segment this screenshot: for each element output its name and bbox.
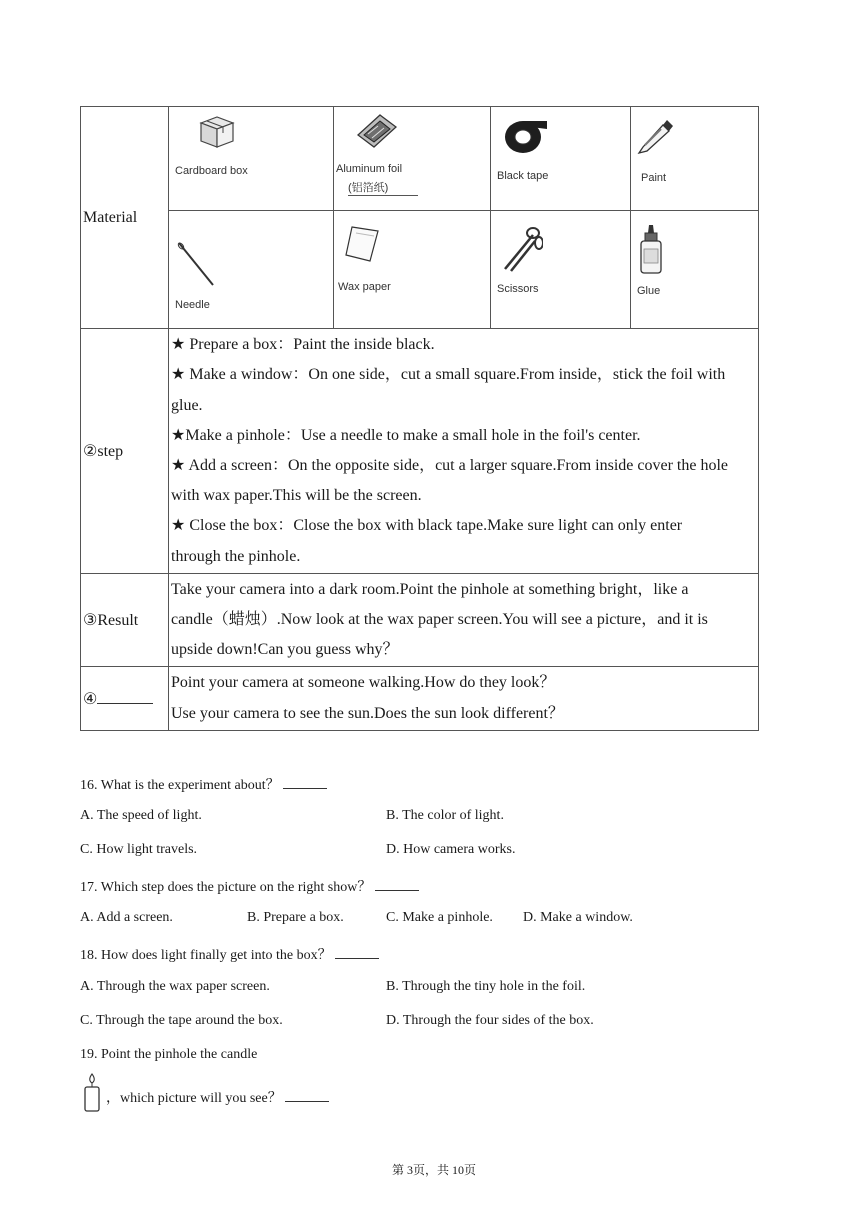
question-19: 19. Point the pinhole the candle [80, 1047, 258, 1062]
option-d: D. How camera works. [386, 842, 516, 857]
answer-blank[interactable] [285, 1089, 329, 1102]
material-label: Material [81, 107, 169, 329]
page-footer: 第 3页，共 10页 [391, 1163, 476, 1177]
step-line: ★ Add a screen：On the opposite side，cut a larger square.From inside cover the hole [171, 457, 729, 474]
fourth-text [169, 667, 759, 731]
material-glue [631, 211, 759, 329]
glue-bottle-icon [637, 223, 665, 275]
aluminum-foil-icon [354, 111, 400, 151]
material-wax-paper [334, 211, 491, 329]
wax-paper-icon [342, 223, 382, 265]
step-line: with wax paper.This will be the screen. [171, 487, 422, 505]
option-c: C. Through the tape around the box. [80, 1013, 283, 1028]
material-name: Cardboard box [175, 165, 248, 177]
material-scissors [491, 211, 631, 329]
step-line: ★ Prepare a box：Paint the inside black. [171, 336, 435, 354]
scissors-icon [497, 225, 543, 275]
fourth-label-blank[interactable] [97, 691, 153, 704]
needle-icon [173, 239, 219, 289]
question-text: ，which picture will you see？ [106, 1091, 282, 1106]
step-line: ★ Close the box：Close the box with black tape.Make sure light can only enter [171, 517, 683, 535]
material-cardboard-box [169, 107, 334, 211]
option-a: A. The speed of light. [80, 808, 202, 823]
question-text: 17. Which step does the picture on the right show？ [80, 880, 372, 895]
step-instructions [169, 329, 759, 574]
option-a: A. Add a screen. [80, 910, 173, 925]
material-name: Aluminum foil [336, 163, 403, 175]
option-b: B. Through the tiny hole in the foil. [386, 979, 586, 994]
black-tape-icon [501, 117, 549, 157]
material-paint [631, 107, 759, 211]
option-a: A. Through the wax paper screen. [80, 979, 270, 994]
material-aluminum-foil [334, 107, 491, 211]
question-18 [80, 944, 379, 964]
candle-icon [80, 1072, 104, 1114]
step-line: glue. [171, 396, 203, 414]
answer-blank[interactable] [335, 946, 379, 959]
result-line: candle（蜡烛）.Now look at the wax paper screen.You will see a picture，and it is [171, 610, 708, 628]
option-c: C. How light travels. [80, 842, 198, 857]
result-text [169, 574, 759, 667]
material-name: Glue [637, 285, 661, 297]
fourth-label [81, 667, 169, 731]
result-label: ③Result [81, 574, 169, 667]
step-line: ★ Make a window：On one side，cut a small square.From inside，stick the foil with [171, 366, 726, 384]
question-17 [80, 876, 419, 896]
material-name: Paint [641, 172, 667, 184]
question-16 [80, 774, 327, 794]
option-b: B. Prepare a box. [247, 910, 344, 925]
result-line: Take your camera into a dark room.Point the pinhole at something bright，like a [171, 580, 689, 598]
question-text: 18. How does light finally get into the box？ [80, 948, 332, 963]
material-name: Wax paper [338, 281, 391, 293]
material-subname: (铝箔纸) [348, 179, 418, 196]
paint-tube-icon [635, 117, 675, 157]
fourth-line: Use your camera to see the sun.Does the sun look different？ [171, 704, 564, 722]
question-text: 16. What is the experiment about？ [80, 778, 280, 793]
option-d: D. Through the four sides of the box. [386, 1013, 594, 1028]
option-b: B. The color of light. [386, 808, 504, 823]
result-line: upside down!Can you guess why？ [171, 641, 399, 659]
option-c: C. Make a pinhole. [386, 910, 493, 925]
fourth-label-text: ④ [83, 690, 98, 708]
experiment-table [80, 106, 759, 731]
option-d: D. Make a window. [523, 910, 633, 925]
answer-blank[interactable] [283, 776, 327, 789]
material-name: Needle [175, 299, 210, 311]
material-name: Black tape [497, 170, 549, 182]
material-name: Scissors [497, 283, 539, 295]
answer-blank[interactable] [375, 878, 419, 891]
material-black-tape [491, 107, 631, 211]
step-line: ★Make a pinhole：Use a needle to make a small hole in the foil's center. [171, 426, 641, 444]
material-needle [169, 211, 334, 329]
cardboard-box-icon [197, 113, 237, 149]
step-label: ②step [81, 329, 169, 574]
fourth-line: Point your camera at someone walking.How do they look？ [171, 674, 556, 692]
question-19-continued [106, 1087, 329, 1107]
step-line: through the pinhole. [171, 547, 301, 565]
